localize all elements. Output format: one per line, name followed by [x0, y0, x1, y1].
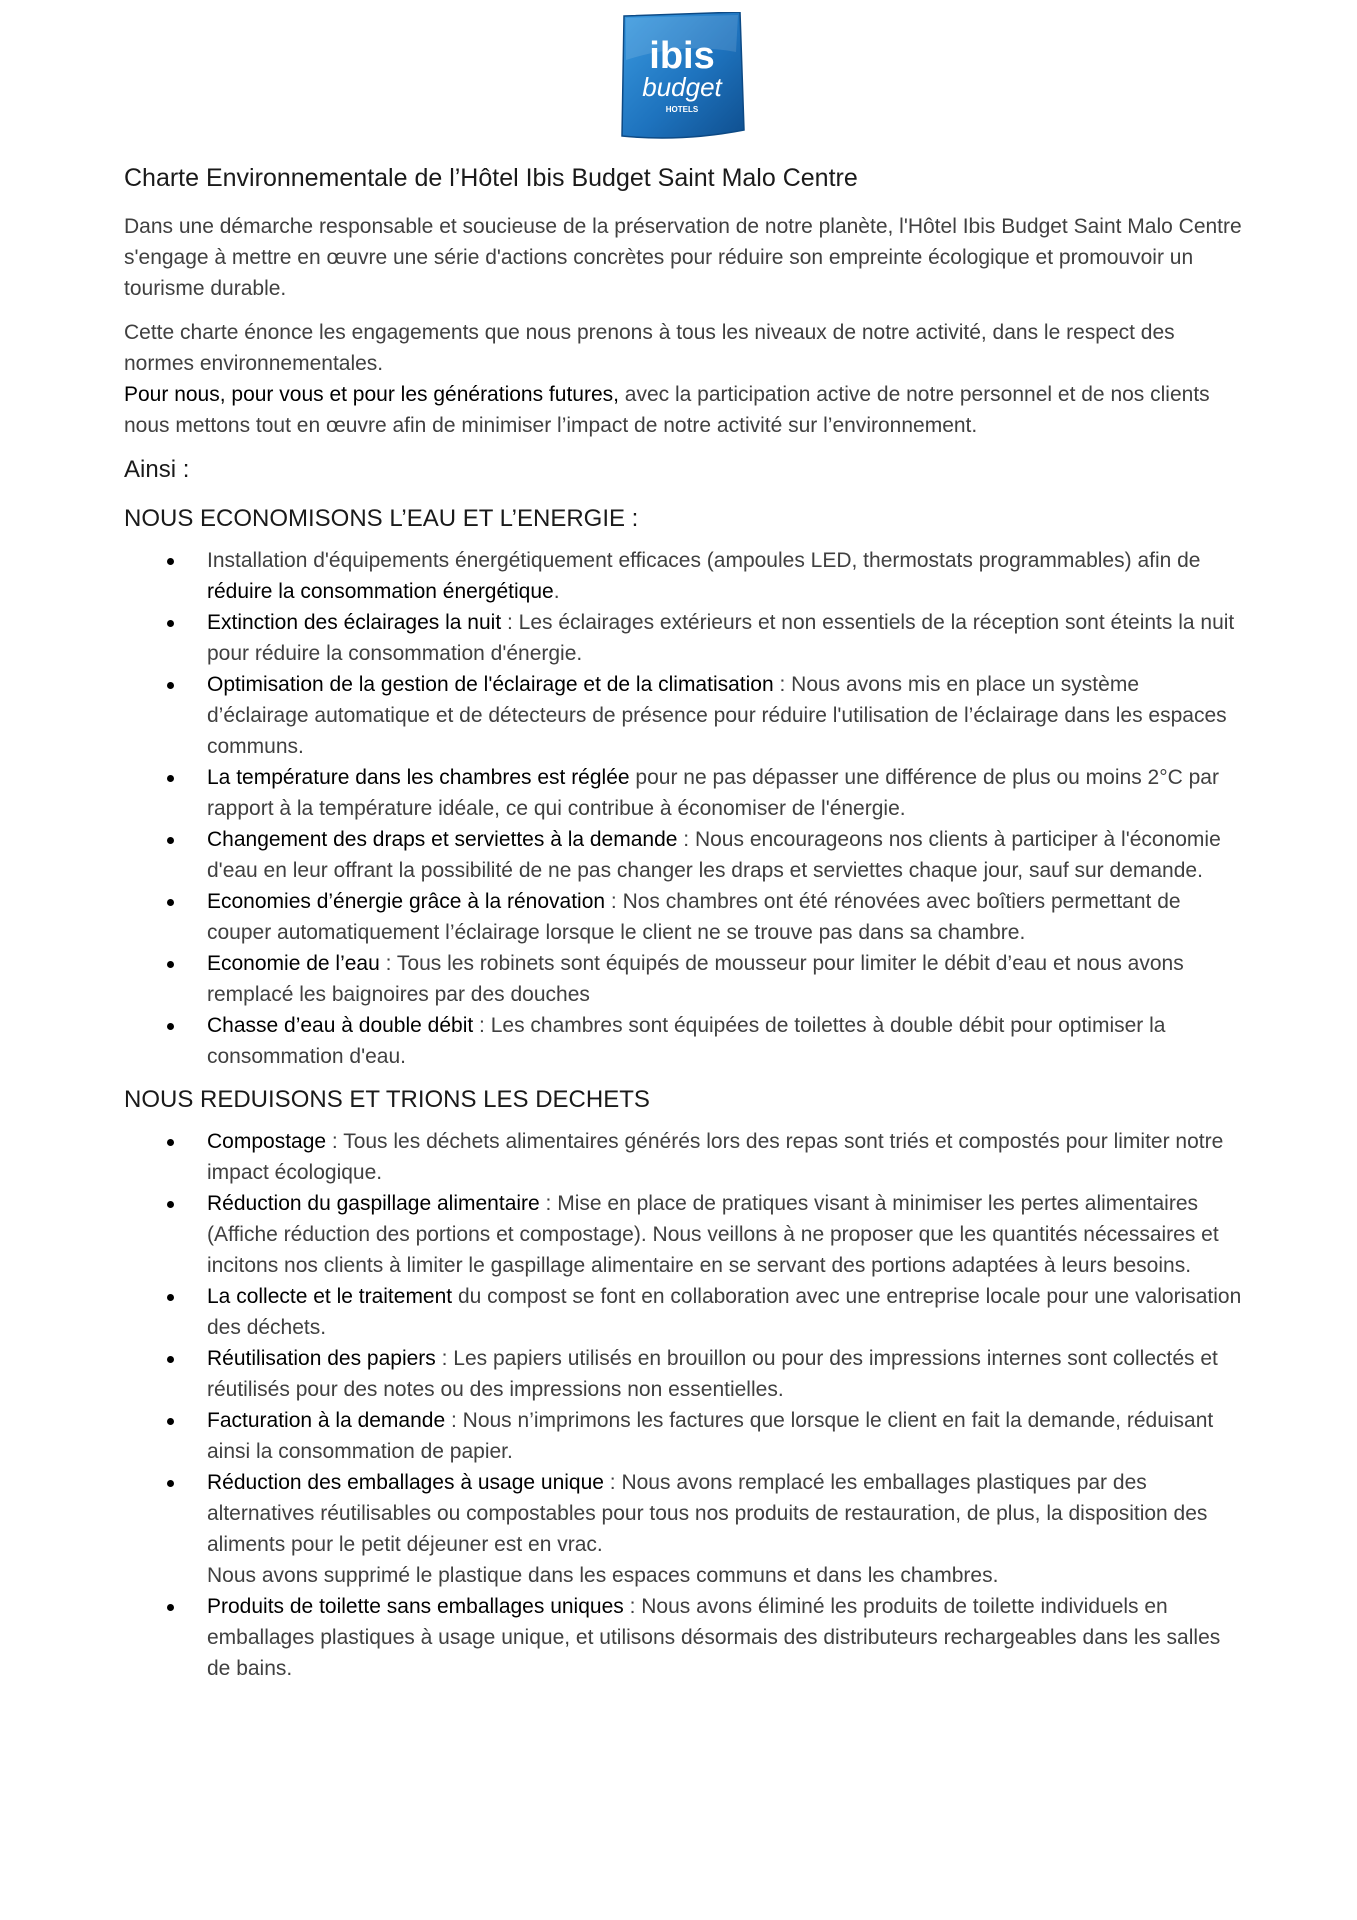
- bullet-icon: [167, 1418, 174, 1425]
- intro-lead-text: Pour nous, pour vous et pour les générations futures,: [124, 383, 619, 406]
- list-item: [124, 1126, 1244, 1188]
- bullet-icon: [167, 620, 174, 627]
- bullet-icon: [167, 1139, 174, 1146]
- logo-word-hotels: HOTELS: [665, 105, 699, 114]
- item-highlight: Compostage: [207, 1130, 327, 1153]
- item-highlight: Economies d’énergie grâce à la rénovation: [207, 890, 606, 913]
- bullet-icon: [167, 961, 174, 968]
- item-highlight: Changement des draps et serviettes à la demande: [207, 828, 678, 851]
- item-highlight: La température dans les chambres est réglée: [207, 766, 630, 789]
- item-text: : Les papiers utilisés en brouillon ou pour des impressions internes sont collectés et réutilisés pour des notes ou des impressions non essentielles.: [207, 1347, 1218, 1401]
- list-item: [124, 1343, 1244, 1405]
- item-highlight: La collecte et le traitement: [207, 1285, 453, 1308]
- item-highlight: Economie de l’eau: [207, 952, 380, 975]
- list-item: [124, 1010, 1244, 1072]
- item-text: : Nos chambres ont été rénovées avec boîtiers permettant de couper automatiquement l’éclairage lorsque le client ne se trouve pas dans sa chambre.: [207, 890, 1181, 944]
- item-highlight: Réduction du gaspillage alimentaire: [207, 1192, 540, 1215]
- intro-rest-text: avec la participation active de notre personnel et de nos clients nous mettons tout en œuvre afin de minimiser l’impact de notre activité sur l’environnement.: [124, 383, 1210, 437]
- item-text: : Tous les déchets alimentaires générés lors des repas sont triés et compostés pour limiter notre impact écologique.: [207, 1130, 1224, 1184]
- item-text: : Tous les robinets sont équipés de mousseur pour limiter le débit d’eau et nous avons remplacé les baignoires par des douches: [207, 952, 1184, 1006]
- item-highlight: Optimisation de la gestion de l'éclairage et de la climatisation: [207, 673, 774, 696]
- item-text: : Nous avons remplacé les emballages plastiques par des alternatives réutilisables ou compostables pour tous nos produits de restauration, de plus, la disposition des aliments pour le petit déjeuner est en vrac.: [207, 1471, 1208, 1556]
- list-item: [124, 1281, 1244, 1343]
- bullet-icon: [167, 1201, 174, 1208]
- item-highlight: Réutilisation des papiers: [207, 1347, 436, 1370]
- item-text: du compost se font en collaboration avec une entreprise locale pour une valorisation des déchets.: [207, 1285, 1242, 1339]
- item-extra-line: Nous avons supprimé le plastique dans les espaces communs et dans les chambres.: [207, 1564, 999, 1587]
- item-highlight: réduire la consommation énergétique: [207, 580, 554, 603]
- bullet-icon: [167, 558, 174, 565]
- item-highlight: Produits de toilette sans emballages uniques: [207, 1595, 624, 1618]
- item-text: : Mise en place de pratiques visant à minimiser les pertes alimentaires (Affiche réduction des portions et compostage). Nous veillons à ne proposer que les quantités nécessaires et incitons nos clients à limiter le gaspillage alimentaire en se servant des portions adaptées à leurs besoins.: [207, 1192, 1219, 1277]
- list-item: [124, 824, 1244, 886]
- item-text: : Les éclairages extérieurs et non essentiels de la réception sont éteints la nuit pour réduire la consommation d'énergie.: [207, 611, 1235, 665]
- bullet-icon: [167, 1356, 174, 1363]
- list-item: [124, 762, 1244, 824]
- list-item: [124, 669, 1244, 762]
- charter-content: [124, 162, 1244, 1684]
- bullet-icon: [167, 1604, 174, 1611]
- list-item: [124, 1467, 1244, 1591]
- item-text: pour ne pas dépasser une différence de plus ou moins 2°C par rapport à la température idéale, ce qui contribue à économiser de l'énergie.: [207, 766, 1219, 820]
- bullet-icon: [167, 682, 174, 689]
- bullet-icon: [167, 1294, 174, 1301]
- bullet-icon: [167, 1480, 174, 1487]
- section-waste-title: NOUS REDUISONS ET TRIONS LES DECHETS: [124, 1086, 650, 1113]
- logo-word-budget: budget: [642, 72, 722, 102]
- ibis-budget-logo: [618, 12, 746, 140]
- list-item: [124, 886, 1244, 948]
- section-energy-title: NOUS ECONOMISONS L’EAU ET L’ENERGIE :: [124, 505, 639, 532]
- intro-paragraph-3: [124, 379, 1244, 441]
- list-item: [124, 948, 1244, 1010]
- ainsi-heading: Ainsi :: [124, 456, 190, 483]
- item-text: : Nous avons mis en place un système d’éclairage automatique et de détecteurs de présence pour réduire l'utilisation de l’éclairage dans les espaces communs.: [207, 673, 1227, 758]
- intro-paragraph-1: Dans une démarche responsable et soucieuse de la préservation de notre planète, l'Hôtel Ibis Budget Saint Malo Centre s'engage à mettre en œuvre une série d'actions concrètes pour réduire son empreinte écologique et promouvoir un tourisme durable.: [124, 215, 1242, 300]
- bullet-icon: [167, 775, 174, 782]
- item-highlight: Extinction des éclairages la nuit: [207, 611, 502, 634]
- page-title: Charte Environnementale de l’Hôtel Ibis Budget Saint Malo Centre: [124, 164, 858, 192]
- bullet-icon: [167, 1023, 174, 1030]
- item-text: Installation d'équipements énergétiquement efficaces (ampoules LED, thermostats programmables) afin de: [207, 549, 1201, 572]
- item-highlight: Chasse d’eau à double débit: [207, 1014, 474, 1037]
- item-text: : Nous avons éliminé les produits de toilette individuels en emballages plastiques à usage unique, et utilisons désormais des distributeurs rechargeables dans les salles de bains.: [207, 1595, 1221, 1680]
- item-text: : Nous n’imprimons les factures que lorsque le client en fait la demande, réduisant ainsi la consommation de papier.: [207, 1409, 1214, 1463]
- item-text: : Nous encourageons nos clients à participer à l'économie d'eau en leur offrant la possibilité de ne pas changer les draps et serviettes chaque jour, sauf sur demande.: [207, 828, 1221, 882]
- list-item: [124, 1405, 1244, 1467]
- energy-list: [124, 545, 1244, 1072]
- item-highlight: Facturation à la demande: [207, 1409, 446, 1432]
- item-highlight: Réduction des emballages à usage unique: [207, 1471, 604, 1494]
- item-text: .: [553, 580, 560, 603]
- list-item: [124, 1591, 1244, 1684]
- bullet-icon: [167, 837, 174, 844]
- list-item: [124, 545, 1244, 607]
- bullet-icon: [167, 899, 174, 906]
- list-item: [124, 607, 1244, 669]
- intro-paragraph-2: Cette charte énonce les engagements que nous prenons à tous les niveaux de notre activité, dans le respect des normes environnementales.: [124, 321, 1175, 375]
- item-text: : Les chambres sont équipées de toilettes à double débit pour optimiser la consommation d'eau.: [207, 1014, 1166, 1068]
- waste-list: [124, 1126, 1244, 1684]
- list-item: [124, 1188, 1244, 1281]
- logo-word-ibis: ibis: [649, 35, 715, 77]
